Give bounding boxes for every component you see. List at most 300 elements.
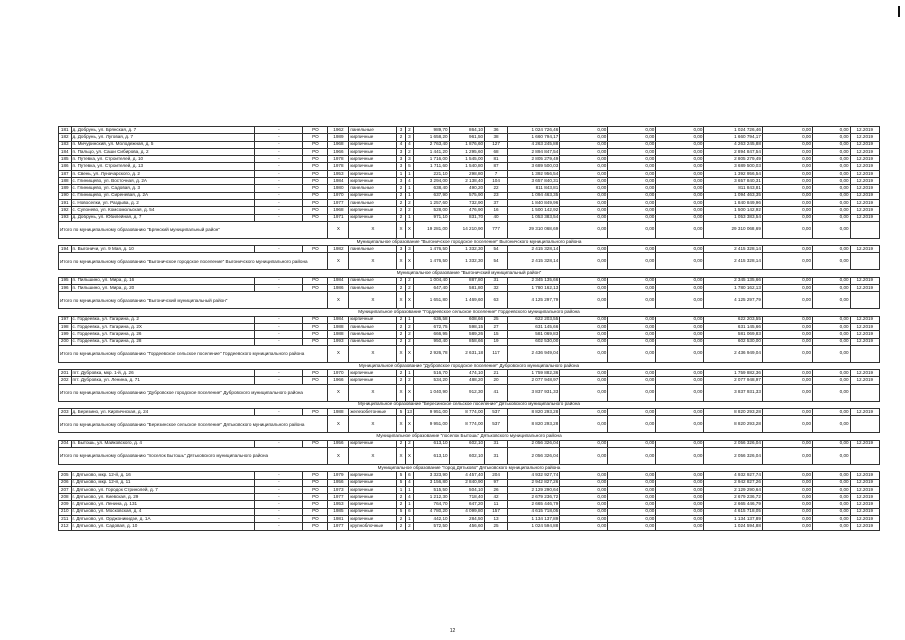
table-cell: 2: [397, 331, 405, 338]
table-cell: 0,00: [813, 331, 851, 338]
table-cell: 581 069,83: [704, 331, 762, 338]
table-cell: 1 716,00: [414, 156, 450, 163]
table-cell: 0,00: [656, 508, 704, 515]
table-cell: [850, 253, 879, 270]
table-cell: 1 212,30: [414, 494, 450, 501]
table-cell: 12.2019: [850, 127, 879, 134]
subtotal-label: Итого по муниципальному образованию "поселок Бытошь" Дятьковского муниципального района: [59, 447, 328, 464]
table-cell: РО: [303, 501, 328, 508]
table-cell: 221,10: [414, 170, 450, 177]
table-cell: РО: [303, 246, 328, 253]
table-cell: 1 876,60: [449, 141, 485, 148]
table-cell: 602 530,00: [704, 338, 762, 345]
table-cell: 1: [405, 192, 413, 199]
table-cell: X: [328, 384, 349, 401]
table-cell: 0,00: [813, 316, 851, 323]
table-cell: 1: [397, 170, 405, 177]
table-cell: 1978: [328, 156, 349, 163]
section-header-row: [59, 401, 880, 408]
table-cell: 0,00: [608, 523, 656, 530]
table-cell: 608,66: [449, 316, 485, 323]
table-cell: 0,00: [608, 199, 656, 206]
table-cell: 1 441,20: [414, 148, 450, 155]
table-cell: РО: [303, 199, 328, 206]
table-cell: 12.2019: [850, 207, 879, 214]
table-cell: 0,00: [560, 277, 608, 284]
table-cell: 0,00: [762, 345, 812, 362]
table-cell: 0,00: [762, 331, 812, 338]
table-cell: 1977: [328, 199, 349, 206]
table-cell: РО: [303, 508, 328, 515]
table-cell: 3: [405, 156, 413, 163]
table-cell: 4 457,40: [449, 472, 485, 479]
table-cell: 0,00: [560, 331, 608, 338]
table-cell: 1 840 849,96: [508, 199, 560, 206]
table-cell: -: [255, 515, 303, 522]
table-cell: 0,00: [656, 141, 704, 148]
table-cell: 0,00: [560, 440, 608, 447]
table-cell: 0,00: [560, 515, 608, 522]
page-number: 12: [449, 628, 456, 634]
table-cell: г. Дятьково, ул. Киевская, д. 29: [71, 494, 255, 501]
subtotal-row: [59, 221, 880, 238]
table-cell: 0,00: [608, 472, 656, 479]
table-cell: 1 500 142,92: [508, 207, 560, 214]
table-cell: 2: [405, 207, 413, 214]
table-cell: РО: [303, 141, 328, 148]
table-cell: 210: [59, 508, 72, 515]
table-cell: 622 203,55: [508, 316, 560, 323]
table-cell: 516,70: [414, 370, 450, 377]
table-cell: 12.2019: [850, 185, 879, 192]
table-cell: кирпичные: [349, 515, 397, 522]
table-cell: 2: [405, 148, 413, 155]
table-cell: 4: [405, 178, 413, 185]
table-cell: 2: [405, 285, 413, 292]
table-cell: 1 540,80: [449, 163, 485, 170]
subtotal-label: Итого по муниципальному образованию "Березинское сельское поселение" Дятьковского муниципального района: [59, 416, 328, 433]
table-cell: 0,00: [560, 345, 608, 362]
table-cell: 0,00: [656, 156, 704, 163]
table-cell: 598,15: [449, 323, 485, 330]
table-cell: -: [255, 199, 303, 206]
table-cell: 515,50: [414, 486, 450, 493]
table-cell: 12.2019: [850, 494, 879, 501]
table-cell: 1953: [328, 170, 349, 177]
table-cell: 197: [59, 316, 72, 323]
table-cell: 31: [485, 440, 508, 447]
table-cell: 1 332,30: [449, 253, 485, 270]
table-cell: [850, 292, 879, 309]
table-cell: кирпичные: [349, 316, 397, 323]
table-cell: 8 820 293,28: [508, 409, 560, 416]
table-cell: 25: [485, 316, 508, 323]
table-cell: 2: [397, 134, 405, 141]
table-cell: 12.2019: [850, 199, 879, 206]
table-cell: 2 805 279,49: [704, 156, 762, 163]
table-cell: 0,00: [813, 214, 851, 221]
table-cell: 0,00: [656, 127, 704, 134]
table-row: [59, 508, 880, 515]
table-cell: 0,00: [762, 134, 812, 141]
table-cell: 32: [485, 285, 508, 292]
table-cell: 2 840,90: [449, 479, 485, 486]
table-cell: 5: [405, 163, 413, 170]
table-cell: 0,00: [560, 494, 608, 501]
table-cell: 1989: [328, 134, 349, 141]
table-cell: 0,00: [656, 192, 704, 199]
table-cell: 0,00: [608, 170, 656, 177]
table-cell: 2 942 827,26: [508, 479, 560, 486]
table-cell: -: [255, 277, 303, 284]
table-cell: 0,00: [656, 134, 704, 141]
table-cell: 5: [397, 479, 405, 486]
table-cell: 1: [405, 316, 413, 323]
table-cell: 0,00: [656, 148, 704, 155]
table-cell: 0,00: [762, 199, 812, 206]
table-cell: п. Путевка, ул. Строителей, д. 10: [71, 156, 255, 163]
table-cell: 1 053 383,54: [508, 214, 560, 221]
table-cell: г. Дятьково, мкр. 12-й, д. 16: [71, 472, 255, 479]
table-cell: РО: [303, 472, 328, 479]
table-row: [59, 178, 880, 185]
table-cell: 0,00: [560, 447, 608, 464]
table-cell: 2 894 847,54: [508, 148, 560, 155]
table-cell: 490,20: [449, 185, 485, 192]
table-cell: 12.2019: [850, 163, 879, 170]
table-cell: -: [255, 508, 303, 515]
table-cell: 188: [59, 178, 72, 185]
table-cell: панельные: [349, 127, 397, 134]
table-cell: 186: [59, 163, 72, 170]
table-cell: 3: [405, 134, 413, 141]
table-cell: кирпичные: [349, 148, 397, 155]
table-cell: 0,00: [813, 185, 851, 192]
table-cell: 0,00: [762, 447, 812, 464]
table-cell: 0,00: [813, 207, 851, 214]
table-cell: 0,00: [560, 472, 608, 479]
table-cell: 0,00: [608, 515, 656, 522]
table-row: [59, 214, 880, 221]
section-header: Муниципальное образование "Бересинское сельское поселение" Дятьковского муниципального района: [59, 401, 880, 408]
table-cell: 31: [485, 277, 508, 284]
table-cell: 0,00: [813, 486, 851, 493]
table-cell: 0,00: [813, 277, 851, 284]
table-cell: 0,00: [608, 192, 656, 199]
table-cell: 0,00: [608, 163, 656, 170]
table-cell: X: [328, 253, 349, 270]
table-cell: 1966: [328, 377, 349, 384]
table-cell: 0,00: [813, 416, 851, 433]
table-cell: 0,00: [813, 134, 851, 141]
table-cell: 1 004,40: [414, 277, 450, 284]
table-cell: 4: [405, 494, 413, 501]
table-cell: 12.2019: [850, 501, 879, 508]
table-cell: 0,00: [560, 156, 608, 163]
table-cell: 2 056 326,04: [704, 440, 762, 447]
table-row: [59, 134, 880, 141]
table-cell: 1 759 882,36: [508, 370, 560, 377]
table-cell: 0,00: [813, 323, 851, 330]
table-cell: 0,00: [608, 370, 656, 377]
table-cell: 0,00: [560, 170, 608, 177]
table-cell: 22: [485, 185, 508, 192]
table-cell: 0,00: [608, 494, 656, 501]
table-cell: 2 056 326,04: [704, 447, 762, 464]
table-cell: кирпичные: [349, 440, 397, 447]
table-cell: 456,60: [449, 523, 485, 530]
table-cell: 0,00: [762, 384, 812, 401]
table-row: [59, 515, 880, 522]
table-cell: кирпичные: [349, 479, 397, 486]
table-cell: 2: [397, 277, 405, 284]
table-cell: 203: [59, 409, 72, 416]
table-cell: X: [328, 292, 349, 309]
table-cell: 12.2019: [850, 246, 879, 253]
table-cell: РО: [303, 134, 328, 141]
table-row: [59, 323, 880, 330]
table-cell: 2: [397, 185, 405, 192]
table-cell: [850, 416, 879, 433]
section-header: Муниципальное образование "Дубровское городское поселение" Дубровского муниципального района: [59, 362, 880, 369]
table-cell: -: [255, 338, 303, 345]
table-cell: -: [255, 170, 303, 177]
table-cell: РО: [303, 323, 328, 330]
table-cell: 0,00: [608, 148, 656, 155]
table-cell: 1988: [328, 323, 349, 330]
table-cell: 2 345 135,66: [508, 277, 560, 284]
table-cell: РО: [303, 127, 328, 134]
table-cell: 2 077 948,97: [508, 377, 560, 384]
table-cell: 0,00: [762, 323, 812, 330]
table-cell: 764,70: [414, 501, 450, 508]
table-cell: 185: [59, 156, 72, 163]
table-cell: 476,90: [449, 207, 485, 214]
table-cell: -: [255, 214, 303, 221]
table-cell: 0,00: [813, 440, 851, 447]
table-row: [59, 170, 880, 177]
table-cell: 1973: [328, 486, 349, 493]
table-cell: 0,00: [656, 370, 704, 377]
subtotal-row: [59, 345, 880, 362]
table-cell: X: [328, 345, 349, 362]
table-row: [59, 163, 880, 170]
table-cell: 0,00: [608, 277, 656, 284]
table-cell: 0,00: [608, 178, 656, 185]
table-cell: 206: [59, 479, 72, 486]
table-cell: -: [255, 185, 303, 192]
table-cell: 0,00: [656, 199, 704, 206]
table-cell: 12.2019: [850, 285, 879, 292]
table-cell: г. Дятьково, ул. Городок Стринолей, д. 7: [71, 486, 255, 493]
table-cell: 1977: [328, 494, 349, 501]
table-cell: 0,00: [813, 370, 851, 377]
table-cell: -: [255, 409, 303, 416]
table-cell: РО: [303, 440, 328, 447]
table-cell: 589,26: [449, 331, 485, 338]
section-header: Муниципальное образование "город Дятьково" Дятьковского муниципального района: [59, 464, 880, 471]
table-cell: 1956: [328, 479, 349, 486]
table-cell: 0,00: [813, 163, 851, 170]
table-cell: кирпичные: [349, 156, 397, 163]
table-cell: 0,00: [656, 323, 704, 330]
table-cell: 0,00: [656, 214, 704, 221]
table-cell: 0,00: [762, 479, 812, 486]
table-cell: 0,00: [813, 148, 851, 155]
table-cell: 1: [405, 170, 413, 177]
table-cell: 0,00: [762, 440, 812, 447]
table-cell: 1 658,20: [414, 134, 450, 141]
table-cell: 989,70: [414, 127, 450, 134]
table-cell: 0,00: [656, 409, 704, 416]
table-cell: 157: [485, 508, 508, 515]
table-cell: 0,00: [608, 246, 656, 253]
table-cell: 0,00: [813, 170, 851, 177]
table-row: [59, 472, 880, 479]
table-cell: 2: [397, 370, 405, 377]
table-cell: X: [397, 447, 405, 464]
table-cell: 4: [397, 141, 405, 148]
table-cell: 0,00: [656, 221, 704, 238]
table-cell: 200: [59, 338, 72, 345]
section-header-row: [59, 309, 880, 316]
table-cell: X: [328, 221, 349, 238]
table-cell: 1 500 142,92: [704, 207, 762, 214]
table-cell: 2 436 949,04: [508, 345, 560, 362]
table-cell: 0,00: [560, 316, 608, 323]
table-cell: 12.2019: [850, 277, 879, 284]
table-cell: 187: [59, 170, 72, 177]
table-cell: 1 024 594,88: [704, 523, 762, 530]
table-cell: 0,00: [762, 127, 812, 134]
table-cell: 0,00: [608, 440, 656, 447]
table-cell: 1 257,60: [414, 199, 450, 206]
table-cell: 0,00: [762, 515, 812, 522]
table-cell: 0,00: [608, 207, 656, 214]
table-cell: 0,00: [813, 345, 851, 362]
table-cell: 1: [405, 515, 413, 522]
table-cell: 0,00: [560, 246, 608, 253]
table-cell: 63: [485, 292, 508, 309]
table-cell: 1993: [328, 338, 349, 345]
table-cell: X: [397, 345, 405, 362]
table-cell: 1 476,50: [414, 253, 450, 270]
table-cell: 298,80: [449, 170, 485, 177]
table-cell: 1988: [328, 331, 349, 338]
capital-repair-register-table: [58, 126, 880, 531]
table-row: [59, 285, 880, 292]
table-row: [59, 127, 880, 134]
table-cell: 637,90: [414, 192, 450, 199]
table-cell: 127: [485, 141, 508, 148]
table-cell: 2: [405, 127, 413, 134]
table-cell: 0,00: [560, 479, 608, 486]
table-cell: 0,00: [813, 523, 851, 530]
table-cell: 0,00: [813, 472, 851, 479]
table-cell: 4 125 297,79: [508, 292, 560, 309]
table-cell: 613,10: [414, 447, 450, 464]
table-cell: РО: [303, 277, 328, 284]
table-cell: 2: [397, 323, 405, 330]
table-cell: 1 780 162,13: [704, 285, 762, 292]
table-cell: 971,10: [414, 214, 450, 221]
table-cell: 0,00: [762, 377, 812, 384]
table-cell: 0,00: [608, 316, 656, 323]
table-cell: -: [255, 486, 303, 493]
table-cell: 0,00: [560, 416, 608, 433]
table-cell: 1 392 956,54: [508, 170, 560, 177]
table-cell: X: [405, 384, 413, 401]
table-cell: 572,50: [414, 523, 450, 530]
table-cell: 4 932 927,74: [508, 472, 560, 479]
table-cell: 19 281,00: [414, 221, 450, 238]
table-cell: -: [255, 163, 303, 170]
table-cell: 0,00: [762, 156, 812, 163]
table-cell: 0,00: [762, 277, 812, 284]
table-cell: 204: [485, 472, 508, 479]
table-cell: 12.2019: [850, 323, 879, 330]
table-cell: 0,00: [762, 338, 812, 345]
table-cell: 718,40: [449, 494, 485, 501]
table-cell: 2 138,40: [449, 178, 485, 185]
table-cell: 68: [485, 148, 508, 155]
table-cell: 189: [59, 185, 72, 192]
table-cell: г. Дятьково, мкр. 12-й, д. 11: [71, 479, 255, 486]
table-cell: 1 040,90: [414, 384, 450, 401]
table-cell: 1986: [328, 285, 349, 292]
table-cell: 8 774,00: [449, 416, 485, 433]
table-cell: 2 926,78: [414, 345, 450, 362]
table-cell: 858,66: [449, 338, 485, 345]
table-cell: 0,00: [656, 253, 704, 270]
table-cell: 0,00: [656, 377, 704, 384]
table-cell: X: [349, 221, 397, 238]
table-cell: панельные: [349, 285, 397, 292]
section-header-row: [59, 433, 880, 440]
table-cell: 0,00: [608, 214, 656, 221]
table-cell: 1 392 956,54: [704, 170, 762, 177]
table-cell: 1 134 137,89: [704, 515, 762, 522]
table-cell: 2 631,18: [449, 345, 485, 362]
table-cell: 0,00: [762, 494, 812, 501]
table-row: [59, 479, 880, 486]
table-cell: 1970: [328, 192, 349, 199]
table-cell: д. Добрунь, ул. Брянская, д. 7: [71, 127, 255, 134]
table-cell: 207: [59, 486, 72, 493]
table-cell: 182: [59, 134, 72, 141]
table-cell: 0,00: [560, 134, 608, 141]
table-cell: г. Дятьково, ул. Орджоникидзе, д. 1А: [71, 515, 255, 522]
table-cell: п. Свень, ул. Луначарского, д. 2: [71, 170, 255, 177]
table-cell: панельные: [349, 199, 397, 206]
table-cell: 0,00: [560, 377, 608, 384]
table-cell: 811 843,81: [704, 185, 762, 192]
table-cell: г. Дятьково, ул. Московская, д. 4: [71, 508, 255, 515]
table-cell: 2: [397, 523, 405, 530]
table-cell: кирпичные: [349, 377, 397, 384]
table-cell: 0,00: [762, 472, 812, 479]
table-cell: 581,80: [449, 285, 485, 292]
table-cell: -: [255, 178, 303, 185]
table-cell: 29 310 068,69: [508, 221, 560, 238]
table-cell: 38: [485, 134, 508, 141]
page-edge-mark: [898, 6, 900, 17]
table-cell: 631 145,66: [704, 323, 762, 330]
table-cell: 2: [405, 523, 413, 530]
table-cell: [850, 221, 879, 238]
table-cell: 0,00: [813, 253, 851, 270]
subtotal-label: Итого по муниципальному образованию "Выгоничский муниципальный район": [59, 292, 328, 309]
